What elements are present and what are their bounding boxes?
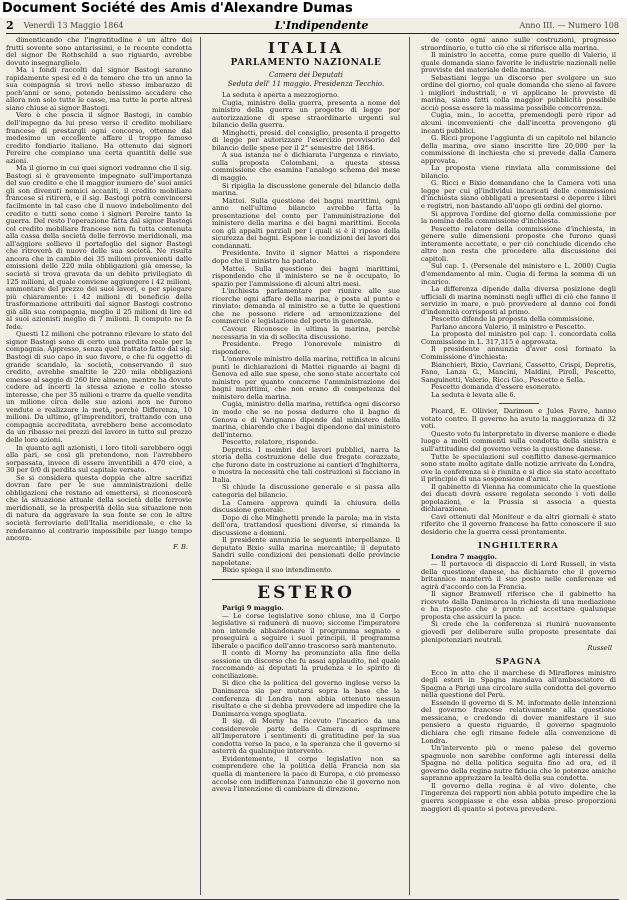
paragraph: Si crede che la conferenza si riunirà nuovamente giovedì per deliberare sulle proposte presentate dai plenipotenziari neutrali. bbox=[421, 620, 616, 644]
paragraph: Il sig. di Morny ha ricevuto l'incarico da una considerevole parte della Camera di esprimere all'Imperatore i sentimenti di gratitudine per la sua condotta verso la pace, e la speranza che il governo si asterrà da qualunque intervento. bbox=[212, 717, 400, 756]
paragraph: Sebastiani legge un discorso per svolgere un suo ordine del giorno, col quale domanda che sieno al favore i migliori industriali, e vi applicano le provviste di marina, siano fatti colla maggior pubblicità possibile acciò possa essere la massima possibile concorrenza. bbox=[421, 73, 616, 112]
paragraph: Questo voto fu interpretato in diverse maniere e diede luogo a molti commenti sulla condotta della sinistra e sull'attitudine del governo verso la questione danese. bbox=[421, 429, 616, 453]
masthead bbox=[6, 18, 619, 32]
inghilterra-text bbox=[421, 561, 616, 644]
paragraph: Ma il giorno in cui quei signori vedranno che il sig. Bastogi si è gravemente impegnato sull'importanza del suo credito e che il maggior numero de' suoi amici gli son divenuti nemici accaniti, il credito mobiliare francese si ritirerà, e il sig. Bastogi potrà convincersi facilmente in tal caso che il nuovo indebolimento del credito e tutti sono come i signori Pereire tanto la guerra. Del resto l'operazione fatta dal signor Bastogi col credito mobiliare francese non fu tutta contenuta alla cassa della società delle ferrovie meridionali, ma all'aggiore sollievo il portafoglio del signor Bastogi che ritroverà di nuovo delle sua società. Ne risulta ancora che in cambio dei 35 milioni provenienti dalle emissioni delle 220 mila obbligazioni già emesse, la società si trova gravata da un debito privilegiato di 125 milioni, al quale conviene aggiungere i 42 milioni, ammontare del prezzo dei suoi lavori, e per spiegare più chiaramente: i 42 milioni di beneficio della trasformazione attribuiti dal signor Bastogi costrono già alla sua compagnia, meglio il 25 milioni di lire ed al suoi azionisti meglio di 7 milioni. Il computo ne fa fede. bbox=[6, 164, 192, 331]
paragraph: Ecco in atto che il marchese di Miraflores ministro degli esteri in Spagna mandava all'ambasciatore di Spagna a Parigi una circolare sulla condotta del governo nella questione del Perù. bbox=[421, 668, 616, 700]
column-3 bbox=[421, 37, 616, 897]
paragraph: dimenticando che l'ingratitudine è un altro dei frutti sovente sono antarissimi, e le recente condotta del signor De Rothschild a suo riguardo, avrebbe dovuto insegnarglielo. bbox=[6, 37, 192, 67]
paragraph: Minghetti, presid. del consiglio, presenta il progetto di legge per autorizzare l'esercizio provvisorio del bilancio delle spese per il 2° semestre del 1864. bbox=[212, 128, 400, 152]
paragraph: L'onorevole ministro della marina, rettifica in alcuni punti le dichiarazioni di Mattei riguardo ai bagni di Genova ed alle sue spese, che sono state accertate col ministro per quanto concerne l'amministrazione dei bagni marittimi, che non erano di competenza del ministero della marina. bbox=[212, 355, 400, 401]
masthead-date: Venerdì 13 Maggio 1864 bbox=[23, 20, 124, 30]
paragraph: Si chiude la discussione generale e si passa alla categoria del bilancio. bbox=[212, 483, 400, 499]
paragraph: Evidentemente, il corpo legislativo non sa comprendere che la politica della Francia non sia quella di mantenere la pace di Europa, e ciò premesso accolse con indifferenza l'annunzio che il governo non aveva l'intenzione di cambiare di direzione. bbox=[212, 754, 400, 794]
section-heading-spagna: SPAGNA bbox=[495, 656, 542, 667]
section-heading-italia: ITALIA bbox=[267, 39, 345, 57]
paragraph: Si dice che la politica del governo inglese verso la Danimarca sia per mutarsi sopra la base che la conferenza di Londra non abbia ottenuto nessun risultato e che si debba provvedere ad impedire che la Danimarca venga spogliata. bbox=[212, 679, 400, 718]
paragraph: Presidente. Invito il signor Mattei a rispondere dopo che il ministro ha parlato. bbox=[212, 249, 400, 266]
column-1-text bbox=[6, 37, 192, 543]
section-heading-estero: ESTERO bbox=[212, 579, 400, 603]
paragraph: Si ripiglia la discussione generale del bilancio della marina. bbox=[212, 181, 400, 198]
column-3-text-bottom bbox=[421, 408, 616, 536]
paragraph: G. Ricci propone l'aggiunta di un capitolo nel bilancio della marina, ove siano inscritte lire 20,000 per la commissione di inchiesta che si prevede dalla Camera approvata. bbox=[421, 134, 616, 165]
paragraph: Il signor Bramwell riferisce che il gabinetto ha ricevuto dalla Danimarca la richiesta di una mediazione e ha risposto che è pronto ad accettare qualunque proposta che assicuri la pace. bbox=[421, 590, 616, 621]
paragraph: Presidente. Prego l'onorevole ministro di rispondere. bbox=[212, 340, 400, 356]
chamber-title: Camera dei Deputati bbox=[269, 71, 343, 79]
paragraph: Tutte le speculazioni sul conflitto danese-germanico sono state molto agitate dalle notizie arrivate da Londra, ove la conferenza si è riunita e si dice sia stato accettato il principio di una sospensione d'armi. bbox=[421, 452, 616, 484]
paragraph: La seduta è aperta a mezzogiorno. bbox=[222, 91, 340, 99]
paragraph: Questi 12 milioni che potranno rilevare lo stato del signor Bastogi sono di certo una perdita reale per la compagnia. Appresso, senza quel trattato fatto dal sig. Bastogi di suo capo in suo favore, e che fu oggetto di grande scandalo, la società, conservando il suo credito, avrebbe smaltite le 220 mila obbligazioni emesse al saggio di 260 lire almeno, mentre ha dovuto cedere ad incerti la stessa azione e collo stesso interesse, che per 35 milioni e trarre da quelle vendita un milione circa delle sue azioni non ne furono vendute e realizzare la metà, perchè Differenza, 10 milioni. Da ultimo, gl'imprenditori, trattando con una compagnia accreditata, avrebbero bene accomodato da un ribasso nei prezzi del lavoro in tutto sul prezzo delle loro azioni. bbox=[6, 330, 192, 444]
estero-text bbox=[212, 613, 400, 794]
masthead-issue: Anno III. — Numero 108 bbox=[519, 20, 619, 30]
column-2 bbox=[212, 37, 400, 897]
paragraph: L'inchiesta parlamentare per riunire alle sue ricerche ogni affare della marina, è posta al punto e rinviato: domanda al ministro se a tutte le questioni che ne possono ridere ad armonizzazione del commercio e legislazione del porto in generale. bbox=[212, 287, 400, 326]
paragraph: Si approva l'ordine del giorno della commissione per la nomina della commissione d'inchiesta. bbox=[421, 209, 616, 226]
paragraph: Pescetto difende la proposta della commissione. bbox=[431, 315, 595, 324]
paragraph: Un'intervento più o meno palese del governo spagnuolo non sarebbe conforme agli interessi della Spagna né della politica seguita fino ad ora, ed il governo della regina nutre fiducia che le potenze amiche sapranno apprezzare la lealtà della sua condotta. bbox=[421, 744, 616, 783]
paragraph: In quanto agli azionisti, i loro titoli sarebbero oggi alla pari, se così gli pretendono, non l'avrebbero sorpassata, invece di essere inventibili a 470 cioè, a 30 per 0/0 di perdita sul capitale versato. bbox=[6, 443, 192, 475]
paragraph: La Camera approva quindi la chiusura della discussione generale. bbox=[212, 498, 400, 515]
paragraph: Il governo della regina è al vivo dolente, che l'ingerenza dei rapporti non abbia potuto impedire che la guerra scoppiasse e che essa abbia preso proporzioni maggiori di quanto si poteva prevedere. bbox=[421, 781, 616, 813]
paragraph: G. Ricci e Bixio domandano che la Camera voti una legge per cui gl'individui incaricati delle commissioni d'inchiesta siano obbligati a presentarsi e deporre i libri e registri, non bastando all'uopo gli ordini del giorno. bbox=[421, 179, 616, 211]
paragraph: Il presidente annunzia le seguenti interpellanze. Il deputato Bixio sulla marina mercantile; il deputato Sandri sulle condizioni dei pensionati delle provincie napoletane. bbox=[212, 536, 400, 567]
estero-dateline: Parigi 9 maggio. bbox=[222, 604, 284, 612]
paragraph: Cugia, ministro della guerra, presenta a nome del ministro della guerra un progetto di legge per autorizzazione di spese straordinarie urgenti sul bilancio della guerra. bbox=[212, 98, 400, 130]
paragraph: Mattei. Sulla questione dei bagni marittimi, ogni anno nell'ultimo bilancio avrebbe fatta la presentazione del conto per l'amministrazione del ministero della marina e dei bagni marittimi. Eccola con gli appalti parziali per i quali si è il riposo della sicurezza dei bagni. Espone le condizioni dei lavori dei condannati. bbox=[212, 196, 400, 250]
page-number: 2 bbox=[6, 18, 14, 32]
paragraph: Il presidente annunzia d'aver così formato la Commissione d'inchiesta: bbox=[421, 345, 616, 361]
paragraph: Il conte di Morny ha pronunziato alla fine della sessione un discorso che fu assai applaudito, nel quale raccomandò ai deputati la prudenza e lo spirito di conciliazione. bbox=[212, 649, 400, 680]
spagna-text bbox=[421, 670, 616, 813]
column-3-text-top bbox=[421, 37, 616, 399]
masthead-left bbox=[6, 19, 124, 32]
column-divider-2 bbox=[409, 37, 410, 895]
paragraph: A sua istanza ne è dichiarata l'urgenza e rinviato, sulla proposta Colombani, a questa stessa commissione che esamina l'analogo schema del mese di maggio. bbox=[212, 151, 400, 183]
paragraph: de conto ogni anno sulle costruzioni, progresso straordinario, e tutto ciò che si riferisce alla marina. bbox=[421, 37, 616, 52]
paragraph: Cavi ottenuti dal Moniteur e da altri giornali è stato riferito che il governo francese ha fatto conoscere il suo desiderio che la guerra cessi prontamente. bbox=[421, 512, 616, 536]
column-3-separator bbox=[499, 403, 539, 404]
paragraph: Il ministro lo accetta, come pure quello di Valerio, il quale domanda siano favorite le industrie nazionali nelle provviste del materiale della marina. bbox=[421, 51, 616, 75]
paragraph: Sul cap. 1. (Personale del ministero e L. 2000) Cugia d'emendamento al min. Cugia di ferma la somma di un incarico. bbox=[421, 262, 616, 286]
paragraph: Pescetto domanda d'essere esonerato. bbox=[431, 383, 561, 392]
session-line: Seduta dell' 11 maggio. Presidenza Tecchio. bbox=[227, 80, 385, 88]
section-heading-inghilterra: INGHILTERRA bbox=[478, 540, 559, 551]
paragraph: Se si considera questa doppia che altre sacrifizi dovran fare per le sue amministrazioni delle obbligazioni che restano ad emettersi, si riconoscerà che la situazione attuale della società delle ferrovie meridionali, se la prosperità della sua situazione non di natura da aggravare la sua fonte se con le altre società ferroviarie dell'Italia meridionale, e che la renderanno al contrario impossibile per lungo tempo ancora. bbox=[6, 473, 192, 543]
masthead-rule bbox=[6, 33, 619, 34]
column-2-text bbox=[212, 92, 400, 575]
paragraph: Bixio spiega il suo intendimento. bbox=[222, 566, 333, 575]
paragraph: Picard, E. Ollivier, Darimon e Jules Favre, hanno votato contro. Il governo ha avuto la maggioranza di 32 voti. bbox=[421, 407, 616, 431]
column-1-signature: F. B. bbox=[173, 542, 188, 551]
newspaper-page bbox=[0, 18, 627, 900]
paragraph: Vero è che poscia il signor Bastogi, in cambio dell'impegno da lui preso verso il credito mobiliare francese di prestargli ogni concorso, ottenne dal medesimo un eccellente affare il troppo famoso credito fondiario italiano. Ha ottenuto dai signori Pereire che compiano una certa quantità delle sue azioni. bbox=[6, 111, 192, 165]
paragraph: Essendo il governo di S. M. informato delle intenzioni del governo francese relativamente alla questione messicana, e credendo di dover manifestare il suo pensiero a questo riguardo, il governo spagnuolo dichiara che egli rimane fedele alla convenzione di Londra. bbox=[421, 698, 616, 745]
column-divider-1 bbox=[200, 37, 201, 895]
inghilterra-signature: Russell bbox=[587, 644, 612, 653]
paragraph: Bianchieri, Bixio, Cavriani, Cassetto, Crispi, Depretis, Fano, Lanza G., Mancini, Maldini, Piroli, Pescetto, Sanguinetti, Valerio, Ricci Gio., Pescetto e Sella. bbox=[421, 360, 616, 384]
paragraph: Parlano ancora Valerio, il ministro e Pescetto. bbox=[431, 322, 586, 331]
inghilterra-dateline: Londra 7 maggio. bbox=[431, 552, 497, 561]
paragraph: Cavour. Riconosce in ultima la marina, perchè necessaria in via di sollecita discussione. bbox=[212, 324, 400, 341]
paragraph: La proposta del ministro pel cap. 1. concordata colla Commissione in L. 317,315 è approvata. bbox=[421, 330, 616, 346]
paragraph: La proposta viene rinviata alla commissione del bilancio. bbox=[421, 164, 616, 180]
paragraph: Depretis. I membri dei lavori pubblici, narra la storia della costruzione delle due fregate corazzate, che furono date in costruzione ai cantieri d'Inghilterra, e mostra la necessità che tali costruzioni si facciano in Italia. bbox=[212, 445, 400, 484]
paragraph: — Il portavoce di dispaccio di Lord Russell, in vista della questione danese, ha dichiarato che il governo britannico manterrà il suo posto nelle conferenze ed agirà d'accordo con la Francia. bbox=[421, 560, 616, 591]
paragraph: Pescetto, relatore, risponde. bbox=[222, 438, 319, 447]
paragraph: Cugia, ministro della marina, rettifica ogni discorso in modo che se ne possa dedurre che il bagno di Genova e di Varignano dipende dal ministero della marina, chiarendo che i bagni dipendono dal ministero dell'interno. bbox=[212, 400, 400, 439]
paragraph: — Le corse legislative sono chiuse, ma il Corpo legislativo si radunerà di nuovo; siccome l'imperatore non intende abbandonare il programma segnato e proseguirà a seguire i suoi principii, il programma liberale e pacifico dell'anno trascorso sarà mantenuto. bbox=[212, 611, 400, 650]
window-title: Document Société des Amis d'Alexandre Dumas bbox=[0, 0, 627, 18]
column-1 bbox=[6, 37, 192, 897]
newspaper-title: L'Indipendente bbox=[274, 18, 369, 32]
paragraph: Mattei. Sulla questione dei bagni marittimi, rispondendo che il ministero se ne è occupato, lo spazio per l'ammissione di alcuni altri mesi. bbox=[212, 264, 400, 288]
paragraph: Ma i fondi raccolti dal signor Bastogi saranno rapidamente spesi ed è da temere che tra un anno la sua compagnia si trovi nello stesso imbarazzo di poch'anni or sono, potendo benissimo accadere che allora non solo tutte le casse, ma tutte le porte altresì siano chiuse ai signor Bastogi. bbox=[6, 66, 192, 112]
paragraph: Cugia, min., lo accetta, premendogli però ripor ad alcuni inconvenienti che dall'incetta provengono gli incanti pubblici. bbox=[421, 111, 616, 135]
paragraph: Il gabinetto di Vienna ha comunicato che la questione dei ducati dovrà essere regolata secondo i voti delle popolazioni, e la Prussia si associa a questa dichiarazione. bbox=[421, 482, 616, 514]
paragraph: Pescetto relatore della commissione d'inchiesta, in genere sulle dimensioni proposte che furono quasi interamente accettate, e per ciò conchiude dicendo che altro non resta che procedere alla discussione dei capitoli. bbox=[421, 224, 616, 263]
paragraph: Dopo di che Minghetti prende la parola; ma in vista dell'ora, trattandosi questioni diverse, si rimanda la discussione a domani. bbox=[212, 513, 400, 537]
paragraph: La seduta è levata alle 6. bbox=[431, 390, 516, 399]
section-subheading-parlamento: PARLAMENTO NAZIONALE bbox=[230, 58, 382, 68]
paragraph: La differenza dipende dalla diversa posizione degli ufficiali di marina nominati negli uffici di ciò che fanno il servizio in mare, e può provvedere al danno coi fondi d'indennità corrisposti al primo. bbox=[421, 285, 616, 316]
